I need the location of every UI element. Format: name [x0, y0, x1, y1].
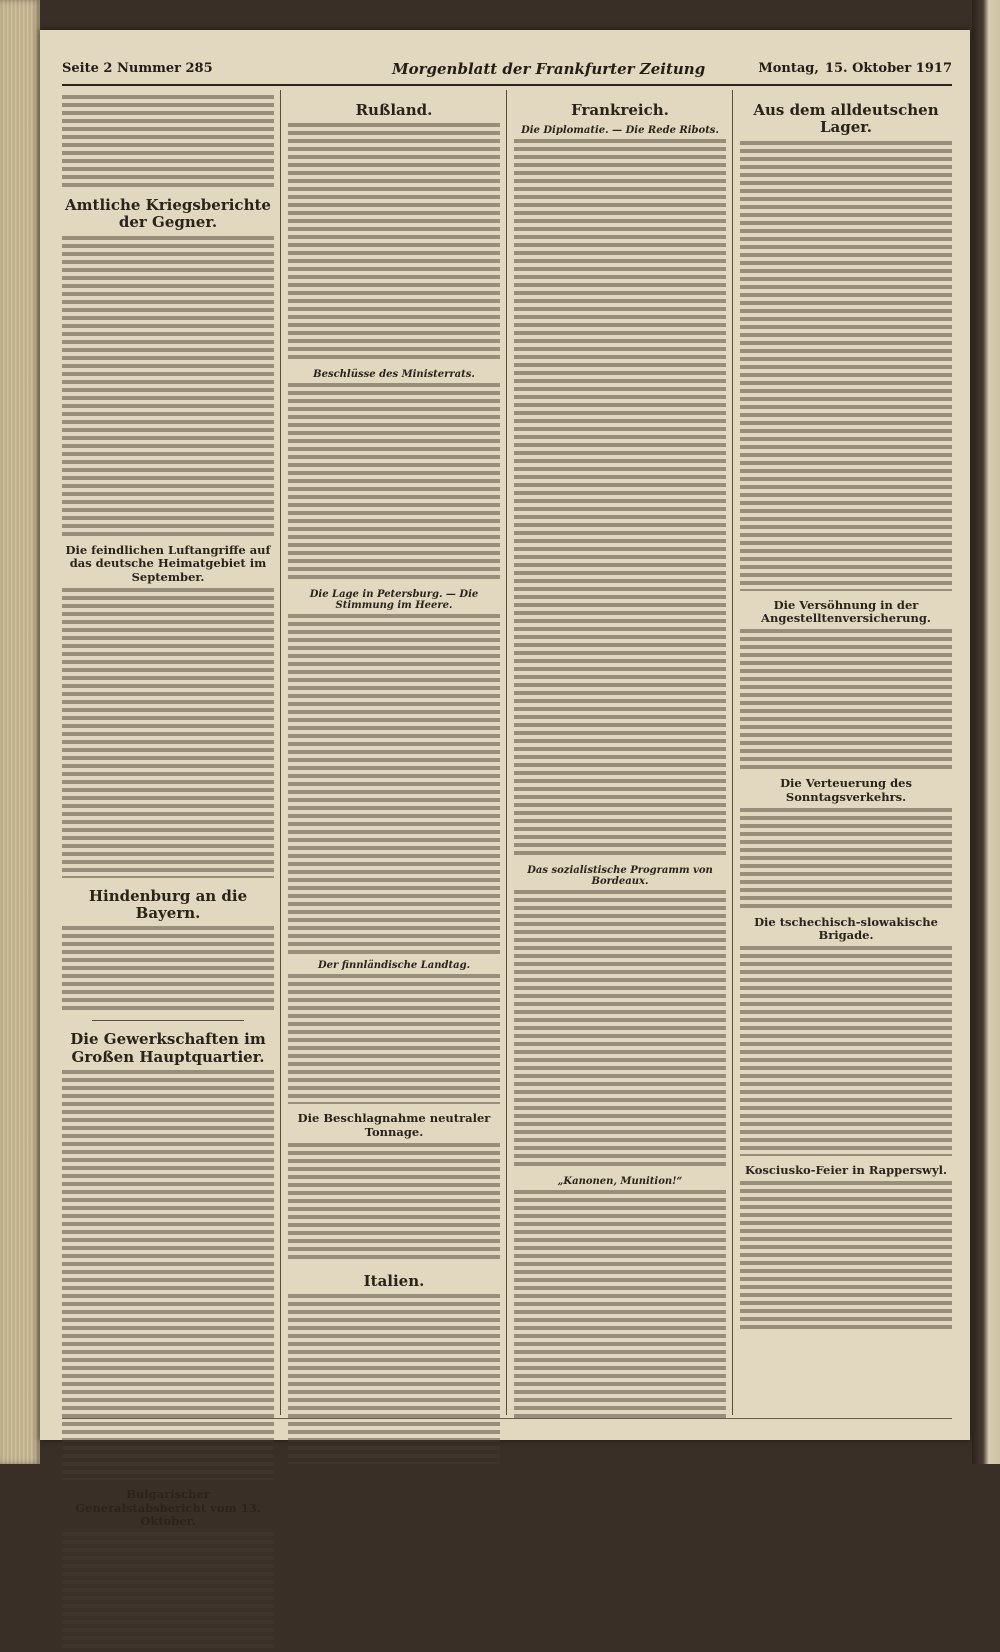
article-text — [740, 808, 952, 908]
section-heading: Italien. — [363, 1271, 425, 1290]
article-text — [288, 614, 500, 954]
bound-page-edge — [0, 0, 40, 1464]
article-heading: Die Verteuerung des Sonntagsverkehrs. — [780, 776, 912, 804]
article-text — [740, 1181, 952, 1331]
masthead-right — [752, 61, 952, 76]
weekday: Montag, — [758, 61, 819, 76]
binding-gutter — [972, 0, 1000, 1464]
issue-date: 15. Oktober 1917 — [824, 61, 952, 76]
article-heading: Die tschechisch-slowakische Brigade. — [754, 914, 938, 943]
article-heading: Bulgarischer Generalstabsbericht vom 13. Oktober. — [75, 1486, 261, 1529]
article-text — [62, 236, 274, 536]
article-text — [62, 1532, 274, 1652]
article-text — [514, 1190, 726, 1420]
separator — [92, 1020, 244, 1021]
article-text — [62, 588, 274, 878]
article-heading: Hindenburg an die Bayern. — [88, 886, 248, 923]
section-heading: Die Gewerkschaften im Großen Hauptquartier. — [70, 1030, 266, 1066]
article-text — [740, 946, 952, 1156]
article-heading: Die feindlichen Luftangriffe auf das deutsche Heimatgebiet im September. — [65, 542, 271, 585]
column-3 — [514, 92, 726, 1412]
column-1 — [62, 92, 274, 1529]
paper-name: Morgenblatt der Frankfurter Zeitung — [392, 60, 706, 78]
section-heading: Amtliche Kriegsberichte der Gegner. — [65, 196, 271, 232]
issue-number: Nummer 285 — [116, 61, 213, 76]
section-heading: Aus dem alldeutschen Lager. — [753, 101, 939, 137]
article-text — [62, 95, 274, 187]
article-text — [288, 383, 500, 583]
page-number: Seite 2 — [62, 61, 113, 76]
page-bottom-rule — [62, 1418, 952, 1433]
article-text — [288, 123, 500, 363]
article-text — [514, 890, 726, 1170]
article-heading: Die Diplomatie. — Die Rede Ribots. — [521, 125, 719, 137]
column-rule — [280, 90, 281, 1415]
article-heading: „Kanonen, Munition!“ — [557, 1176, 683, 1188]
article-text — [514, 139, 726, 859]
section-heading: Frankreich. — [571, 101, 669, 119]
article-text — [288, 974, 500, 1104]
column-rule — [732, 90, 733, 1415]
masthead — [62, 58, 952, 86]
column-4 — [740, 92, 952, 1412]
article-heading: Der finnländische Landtag. — [317, 960, 471, 972]
article-text — [740, 629, 952, 769]
article-text — [740, 141, 952, 591]
article-heading: Die Versöhnung in der Angestelltenversicherung. — [761, 597, 931, 626]
article-text — [288, 1294, 500, 1464]
article-heading: Die Lage in Petersburg. — Die Stimmung im Heere. — [309, 589, 479, 612]
masthead-left — [62, 61, 213, 76]
newspaper-sheet — [40, 30, 970, 1529]
article-heading: Das sozialistische Programm von Bordeaux. — [527, 865, 713, 888]
section-heading: Rußland. — [355, 101, 433, 119]
article-text — [62, 926, 274, 1014]
article-heading: Kosciusko-Feier in Rapperswyl. — [745, 1163, 947, 1178]
column-2 — [288, 92, 500, 1412]
column-rule — [506, 90, 507, 1415]
article-text — [288, 1143, 500, 1263]
article-heading: Die Beschlagnahme neutraler Tonnage. — [297, 1111, 491, 1140]
article-heading: Beschlüsse des Ministerrats. — [313, 369, 475, 381]
